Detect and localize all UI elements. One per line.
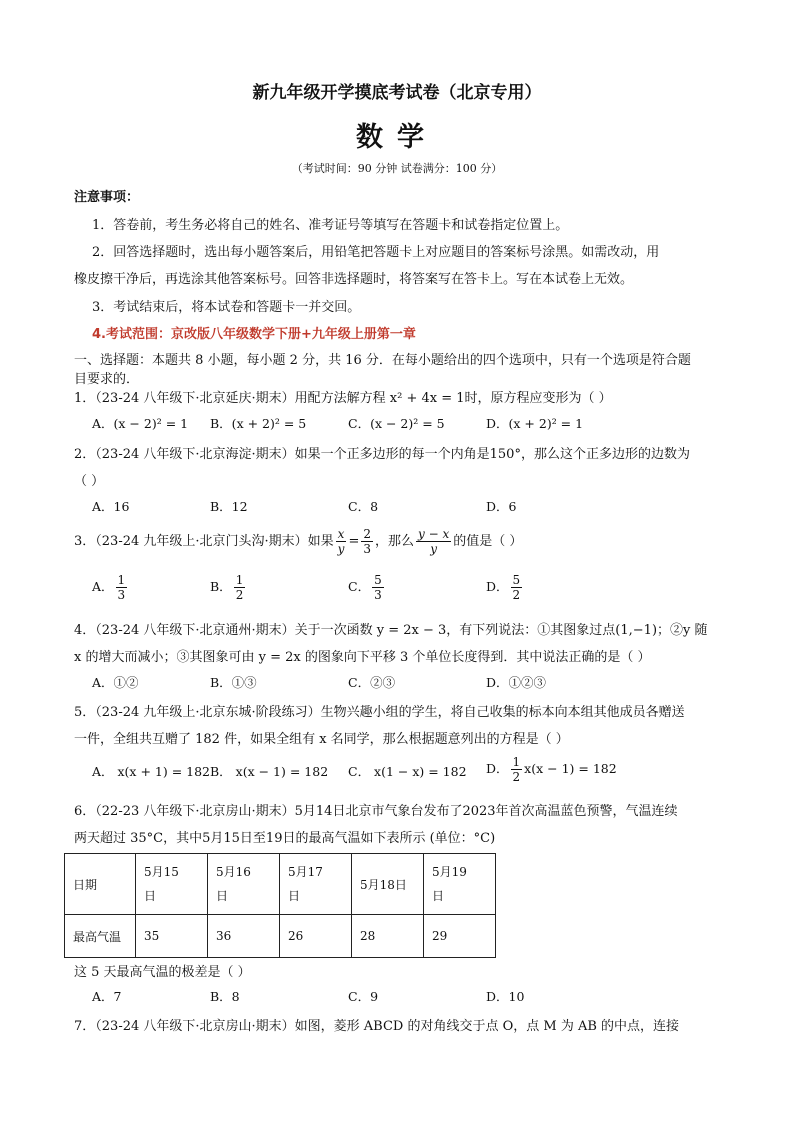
- q4-option-b: B．①③: [210, 675, 257, 690]
- question-3-stem: [74, 527, 522, 556]
- q3-mid: ，那么: [374, 534, 414, 549]
- exam-scope: 4.考试范围：京改版八年级数学下册+九年级上册第一章: [92, 327, 416, 342]
- section-heading: 一、选择题：本题共 8 小题，每小题 2 分，共 16 分．在每小题给出的四个选项中，只有一个选项是符合题: [74, 353, 691, 368]
- notes-heading: 注意事项：: [74, 190, 140, 205]
- q4-option-d: D．①②③: [486, 675, 547, 690]
- q6-option-b: B．8: [210, 989, 240, 1004]
- q1-option-d: D．(x + 2)² = 1: [486, 416, 584, 431]
- q3-option-c: C． $\frac{5}{3}$: [348, 573, 382, 602]
- table-cell: 26: [280, 915, 352, 958]
- table-row: [65, 915, 496, 958]
- table-cell: 5月18日: [352, 854, 424, 915]
- note-1: 1．答卷前，考生务必将自己的姓名、准考证号等填写在答题卡和试卷指定位置上。: [92, 218, 569, 233]
- q3-eq: =: [348, 534, 360, 549]
- q6-option-d: D．10: [486, 989, 525, 1004]
- table-cell: 35: [136, 915, 208, 958]
- note-2: 2．回答选择题时，选出每小题答案后，用铅笔把答题卡上对应题目的答案标号涂黑。如需改动，用: [92, 245, 660, 260]
- q6-option-c: C．9: [348, 989, 379, 1004]
- q5-option-a: A． x(x + 1) = 182: [92, 764, 211, 779]
- exam-title: 新九年级开学摸底考试卷（北京专用）: [252, 83, 542, 103]
- q3-fraction-expression: $\frac{y - x}{y}$: [418, 527, 450, 556]
- q2-option-c: C．8: [348, 499, 379, 514]
- q1-option-a: A．(x − 2)² = 1: [92, 416, 189, 431]
- question-5-stem: 5．（23-24 九年级上·北京东城·阶段练习）生物兴趣小组的学生，将自己收集的标本向本组其他成员各赠送: [74, 705, 685, 720]
- q4-option-c: C．②③: [348, 675, 396, 690]
- table-cell: [208, 854, 280, 915]
- exam-meta: （考试时间：90 分钟 试卷满分：100 分）: [291, 162, 503, 175]
- date-cell: 5月15 日: [144, 865, 179, 903]
- q3-post: 的值是（ ）: [453, 534, 523, 549]
- question-7-stem: 7．（23-24 八年级下·北京房山·期末）如图，菱形 ABCD 的对角线交于点 O，点 M 为 AB 的中点，连接: [74, 1019, 680, 1034]
- table-cell: [136, 854, 208, 915]
- q4-option-a: A．①②: [92, 675, 139, 690]
- question-2-stem-cont: （ ）: [74, 474, 105, 489]
- question-6-stem: 6．（22-23 八年级下·北京房山·期末）5月14日北京市气象台发布了2023年首次高温蓝色预警，气温连续: [74, 804, 678, 819]
- q2-option-a: A．16: [92, 499, 130, 514]
- table-cell: [280, 854, 352, 915]
- note-3: 3．考试结束后，将本试卷和答题卡一并交回。: [92, 300, 361, 315]
- q1-option-c: C．(x − 2)² = 5: [348, 416, 445, 431]
- question-5-stem-cont: 一件，全组共互赠了 182 件，如果全组有 x 名同学，那么根据题意列出的方程是（ ）: [74, 732, 569, 747]
- q2-option-d: D．6: [486, 499, 517, 514]
- q5-option-c: C． x(1 − x) = 182: [348, 764, 467, 779]
- q6-option-a: A．7: [92, 989, 122, 1004]
- table-cell: 28: [352, 915, 424, 958]
- date-cell: 5月19 日: [432, 865, 467, 903]
- table-cell: 最高气温: [65, 915, 136, 958]
- question-4-stem-cont: x 的增大而减小；③其图象可由 y = 2x 的图象向下平移 3 个单位长度得到．其中说法正确的是（ ）: [74, 650, 651, 665]
- table-row: [65, 854, 496, 915]
- subject-title: 数学: [356, 122, 438, 153]
- question-1-stem: 1．（23-24 八年级下·北京延庆·期末）用配方法解方程 x² + 4x = 1时，原方程应变形为（ ）: [74, 391, 612, 406]
- table-cell: [424, 854, 496, 915]
- q3-pre: 3．（23-24 九年级上·北京门头沟·期末）如果: [74, 534, 334, 549]
- date-cell: 5月16 日: [216, 865, 251, 903]
- q1-option-b: B．(x + 2)² = 5: [210, 416, 307, 431]
- table-cell: 日期: [65, 854, 136, 915]
- q3-option-d: D． $\frac{5}{2}$: [486, 573, 521, 602]
- table-cell: 29: [424, 915, 496, 958]
- question-6-stem-cont: 两天超过 35°C，其中5月15日至19日的最高气温如下表所示 (单位：°C): [74, 831, 496, 846]
- question-2-stem: 2．（23-24 八年级下·北京海淀·期末）如果一个正多边形的每一个内角是150°，那么这个正多边形的边数为: [74, 447, 690, 462]
- q3-option-a: A． $\frac{1}{3}$: [92, 573, 126, 602]
- temperature-table: [64, 853, 496, 958]
- question-4-stem: 4．（23-24 八年级下·北京通州·期末）关于一次函数 y = 2x − 3，有下列说法：①其图象过点(1,−1)；②y 随: [74, 623, 708, 638]
- q3-fraction-2-over-3: $\frac{2}{3}$: [363, 527, 371, 556]
- q2-option-b: B．12: [210, 499, 248, 514]
- q5-option-b: B． x(x − 1) = 182: [210, 764, 329, 779]
- table-cell: 36: [208, 915, 280, 958]
- q5-option-d: D． $\frac{1}{2}$ x(x − 1) = 182: [486, 755, 617, 784]
- date-cell: 5月17 日: [288, 865, 323, 903]
- note-2-cont: 橡皮擦干净后，再选涂其他答案标号。回答非选择题时，将答案写在答卡上。写在本试卷上无效。: [74, 272, 634, 287]
- section-heading-cont: 目要求的．: [74, 372, 140, 387]
- question-6-ask: 这 5 天最高气温的极差是（ ）: [74, 965, 251, 980]
- q3-option-b: B． $\frac{1}{2}$: [210, 573, 244, 602]
- q3-fraction-x-over-y: $\frac{x}{y}$: [337, 527, 345, 556]
